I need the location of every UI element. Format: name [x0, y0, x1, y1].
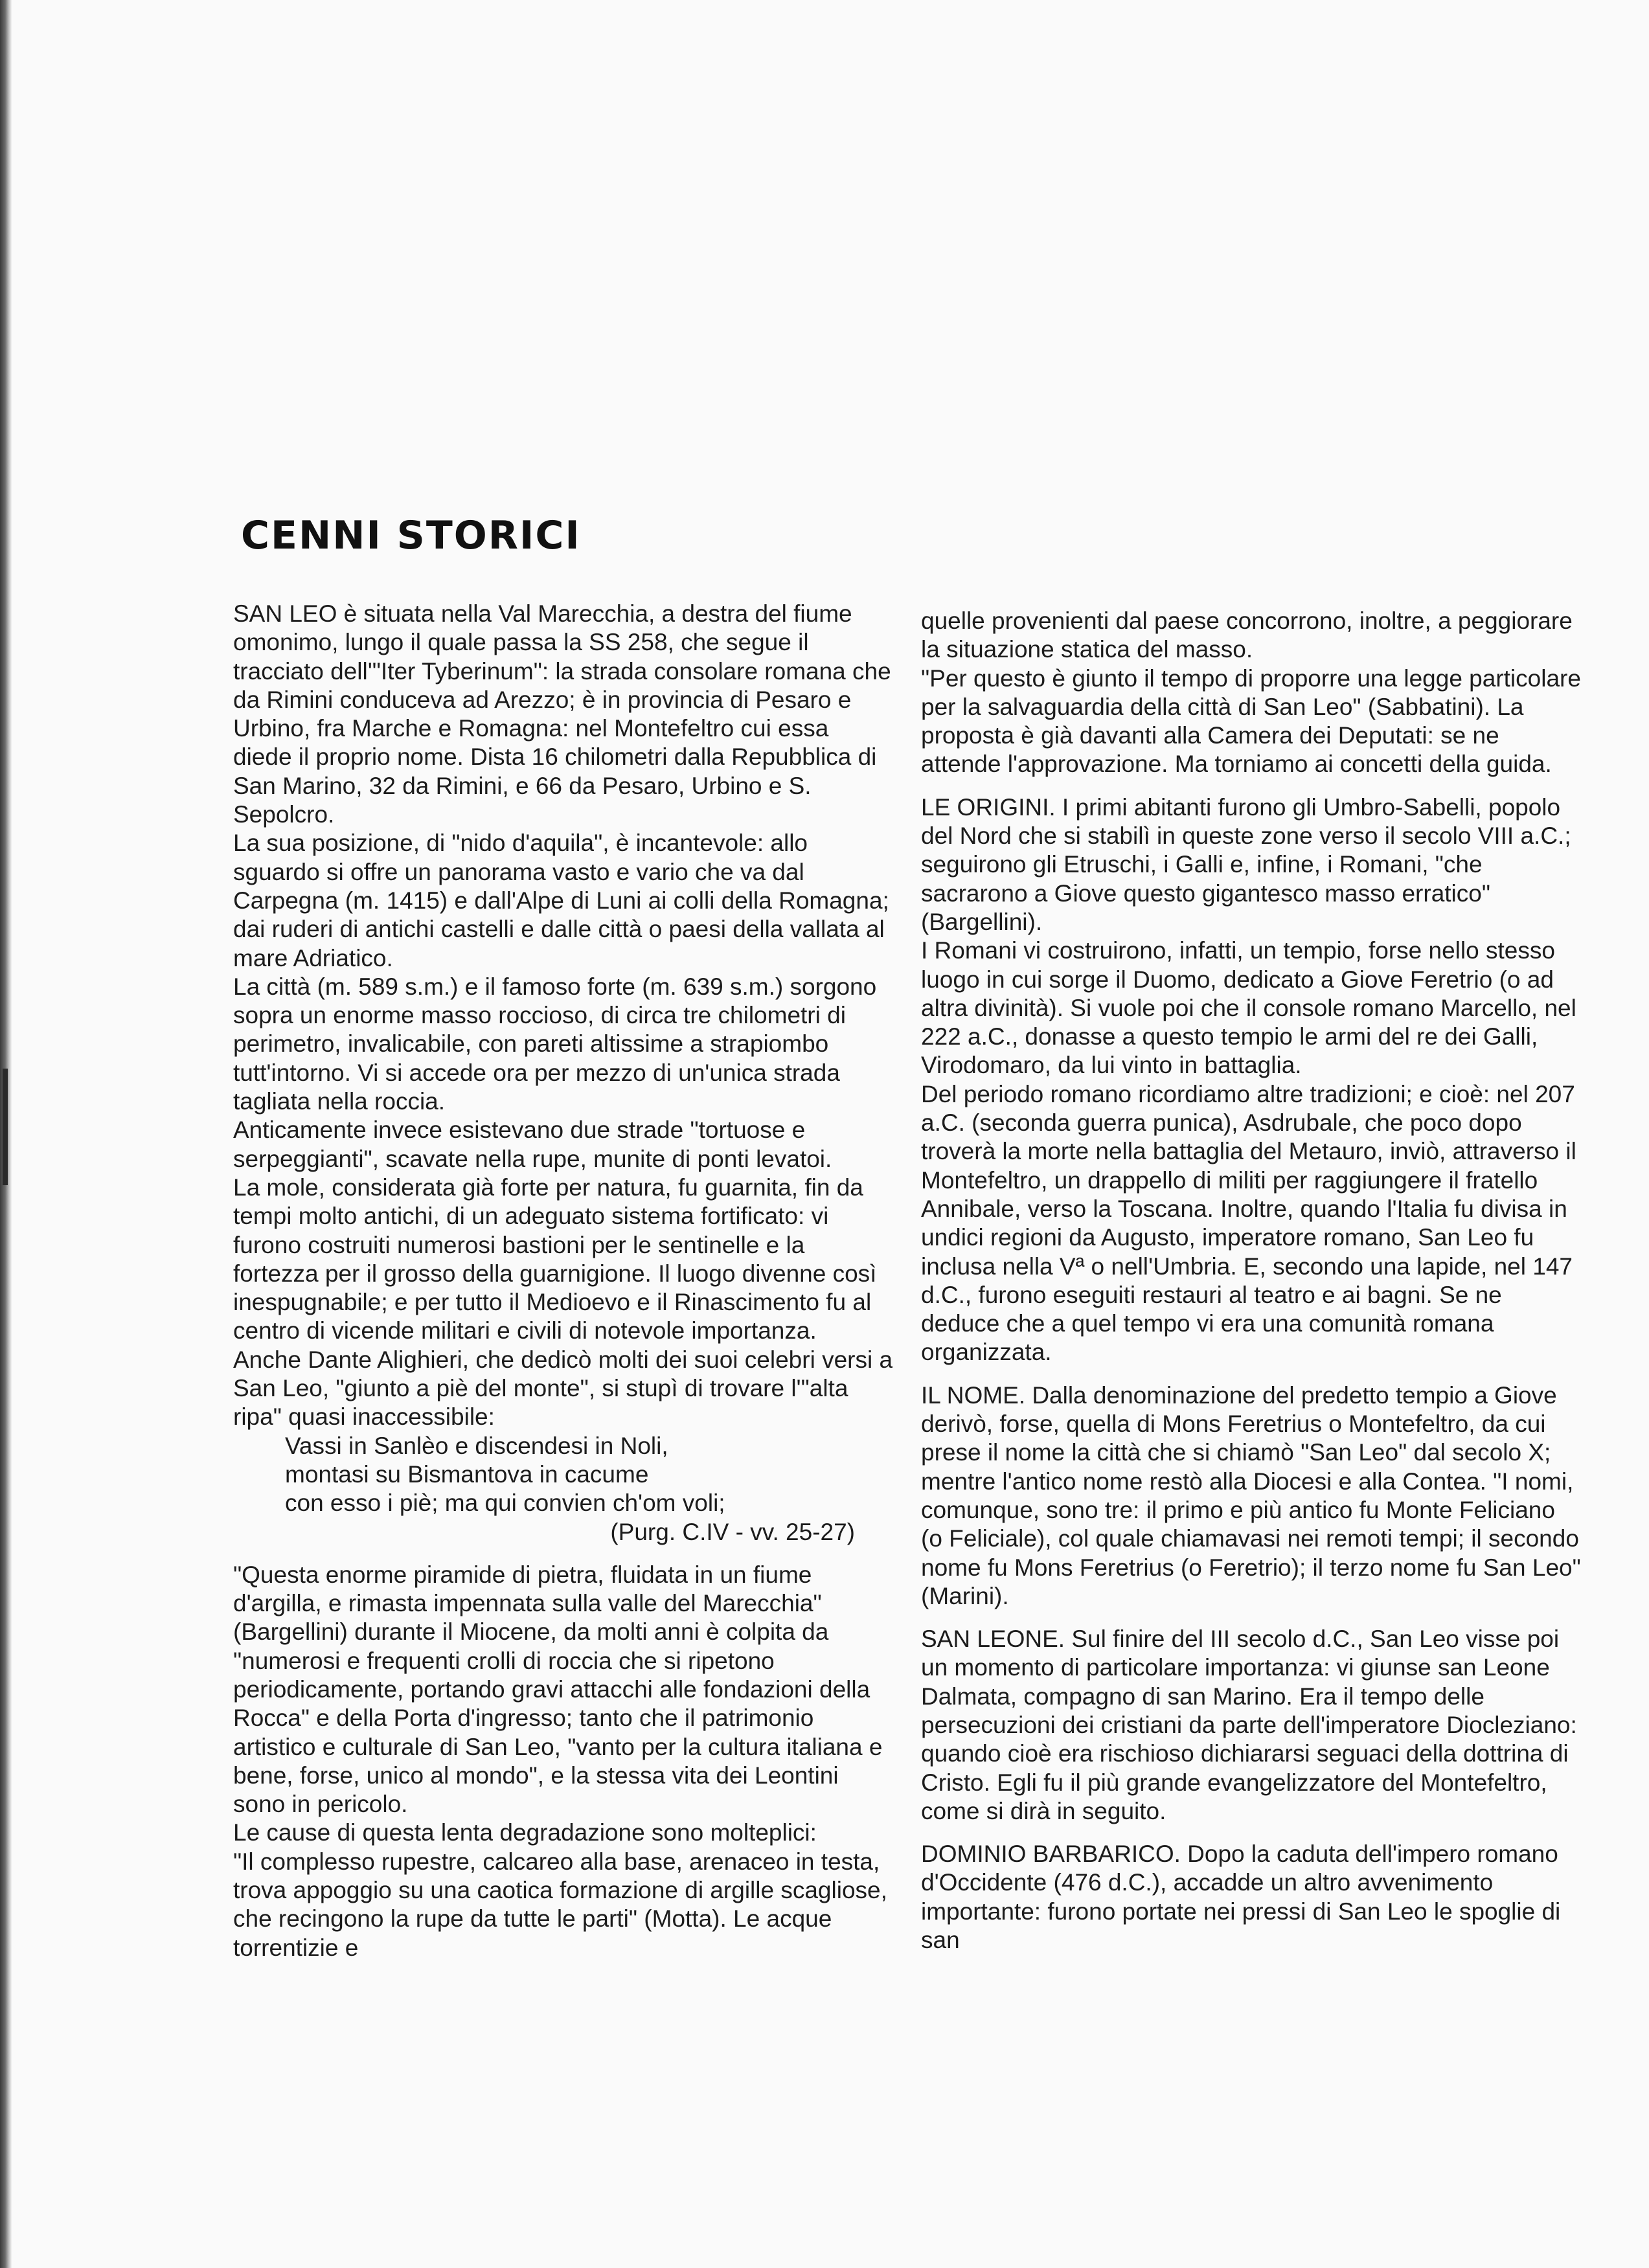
paragraph-continuation: quelle provenienti dal paese concorrono, inoltre, a peggiorare la situazione statica del masso. [921, 607, 1573, 663]
section-nome: IL NOME. Dalla denominazione del predetto tempio a Giove derivò, forse, quella di Mons Feretrius o Montefeltro, da cui prese il nome la città che si chiamò "San Leo" dal secolo X; mentre l'antico nome restò alla Diocesi e alla Contea. "I nomi, comunque, sono tre: il primo e più antico fu Monte Feliciano (o Feliciale), col quale chiamavasi nei remoti tempi; il secondo nome fu Mons Feretrius (o Feretrio); il terzo nome fu San Leo" (Marini). [921, 1381, 1581, 1609]
paragraph-dante: Anche Dante Alighieri, che dedicò molti dei suoi celebri versi a San Leo, "giunto a piè del monte", si stupì di trovare l'"alta ripa" quasi inaccessibile: [233, 1346, 893, 1431]
page-title: CENNI STORICI [241, 513, 581, 558]
verse-line: Vassi in Sanlèo e discendesi in Noli, [285, 1432, 668, 1459]
verse-line: con esso i piè; ma qui convien ch'om voli; [285, 1490, 725, 1517]
paragraph-fortification: La mole, considerata già forte per natura, fu guarnita, fin da tempi molto antichi, di un adeguato sistema fortificato: vi furono costruiti numerosi bastioni per le sentinelle e la fortezza per il grosso della guarnigione. Il luogo divenne così inespugnabile; e per tutto il Medioevo e il Rinascimento fu al centro di vicende militari e civili di notevole importanza. [233, 1174, 877, 1344]
binding-edge [0, 0, 12, 2268]
paragraph-location: SAN LEO è situata nella Val Marecchia, a destra del fiume omonimo, lungo il quale passa la SS 258, che segue il tracciato dell'"Iter Tyberinum": la strada consolare romana che da Rimini conduceva ad Arezzo; è in provincia di Pesaro e Urbino, fra Marche e Romagna: nel Montefeltro cui essa diede il proprio nome. Dista 16 chilometri dalla Repubblica di San Marino, 32 da Rimini, e 66 da Pesaro, Urbino e S. Sepolcro. [233, 600, 891, 828]
paragraph-position: La sua posizione, di "nido d'aquila", è incantevole: allo sguardo si offre un panorama vasto e vario che va dal Carpegna (m. 1415) e dall'Alpe di Luni ai colli della Romagna; dai ruderi di antichi castelli e dalle città o paesi della vallata al mare Adriatico. [233, 830, 889, 971]
left-column [233, 600, 894, 1962]
paragraph-geology: "Il complesso rupestre, calcareo alla base, arenaceo in testa, trova appoggio su una caotica formazione di argille scagliose, che recingono la rupe da tutte le parti" (Motta). Le acque torrentizie e [233, 1848, 887, 1961]
paragraph-city-fort: La città (m. 589 s.m.) e il famoso forte (m. 639 s.m.) sorgono sopra un enorme masso roccioso, di circa tre chilometri di perimetro, invalicabile, con pareti altissime a strapiombo tutt'intorno. Vi si accede ora per mezzo di un'unica strada tagliata nella roccia. [233, 973, 877, 1115]
verse-line: montasi su Bismantova in cacume [285, 1460, 649, 1488]
paragraph-causes: Le cause di questa lenta degradazione sono molteplici: [233, 1819, 817, 1846]
paragraph-roman-temple: I Romani vi costruirono, infatti, un tempio, forse nello stesso luogo in cui sorge il Duomo, dedicato a Giove Feretrio (o ad altra divinità). Si vuole poi che il console romano Marcello, nel 222 a.C., donasse a questo tempio le armi del re dei Galli, Virodomaro, da lui vinto in battaglia. [921, 937, 1576, 1079]
right-column [921, 607, 1582, 1955]
dante-verse [233, 1432, 894, 1547]
section-san-leone: SAN LEONE. Sul finire del III secolo d.C., San Leo visse poi un momento di particolare importanza: vi giunse san Leone Dalmata, compagno di san Marino. Era il tempo delle persecuzioni dei cristiani da parte dell'imperatore Diocleziano: quando cioè era rischioso dichiararsi seguaci della dottrina di Cristo. Egli fu il più grande evangelizzatore del Montefeltro, come si dirà in seguito. [921, 1626, 1577, 1824]
section-dominio-barbarico: DOMINIO BARBARICO. Dopo la caduta dell'impero romano d'Occidente (476 d.C.), accadde un altro avvenimento importante: furono portate nei pressi di San Leo le spoglie di san [921, 1841, 1561, 1954]
paragraph-ancient-roads: Anticamente invece esistevano due strade "tortuose e serpeggianti", scavate nella rupe, munite di ponti levatoi. [233, 1117, 832, 1172]
paragraph-roman-period: Del periodo romano ricordiamo altre tradizioni; e cioè: nel 207 a.C. (seconda guerra punica), Asdrubale, che poco dopo troverà la morte nella battaglia del Metauro, inviò, attraverso il Montefeltro, un drappello di militi per raggiungere il fratello Annibale, verso la Toscana. Inoltre, quando l'Italia fu divisa in undici regioni da Augusto, imperatore romano, San Leo fu inclusa nella Vª o nell'Umbria. E, secondo una lapide, nel 147 d.C., furono eseguiti restauri al teatro e ai bagni. Se ne deduce che a quel tempo vi era una comunità romana organizzata. [921, 1080, 1576, 1366]
verse-reference: (Purg. C.IV - vv. 25-27) [610, 1518, 855, 1545]
section-origini: LE ORIGINI. I primi abitanti furono gli Umbro-Sabelli, popolo del Nord che si stabilì in queste zone verso il secolo VIII a.C.; seguirono gli Etruschi, i Galli e, infine, i Romani, "che sacrarono a Giove questo gigantesco masso erratico" (Bargellini). [921, 793, 1571, 935]
paragraph-pyramid: "Questa enorme piramide di pietra, fluidata in un fiume d'argilla, e rimasta impennata sulla valle del Marecchia" (Bargellini) durante il Miocene, da molti anni è colpita da "numerosi e frequenti crolli di roccia che si ripetono periodicamente, portando gravi attacchi alle fondazioni della Rocca" e della Porta d'ingresso; tanto che il patrimonio artistico e culturale di San Leo, "vanto per la cultura italiana e bene, forse, unico al mondo", e la stessa vita dei Leontini sono in pericolo. [233, 1561, 883, 1818]
paragraph-law: "Per questo è giunto il tempo di proporre una legge particolare per la salvaguardia della città di San Leo" (Sabbatini). La proposta è già davanti alla Camera dei Deputati: se ne attende l'approvazione. Ma torniamo ai concetti della guida. [921, 664, 1581, 778]
